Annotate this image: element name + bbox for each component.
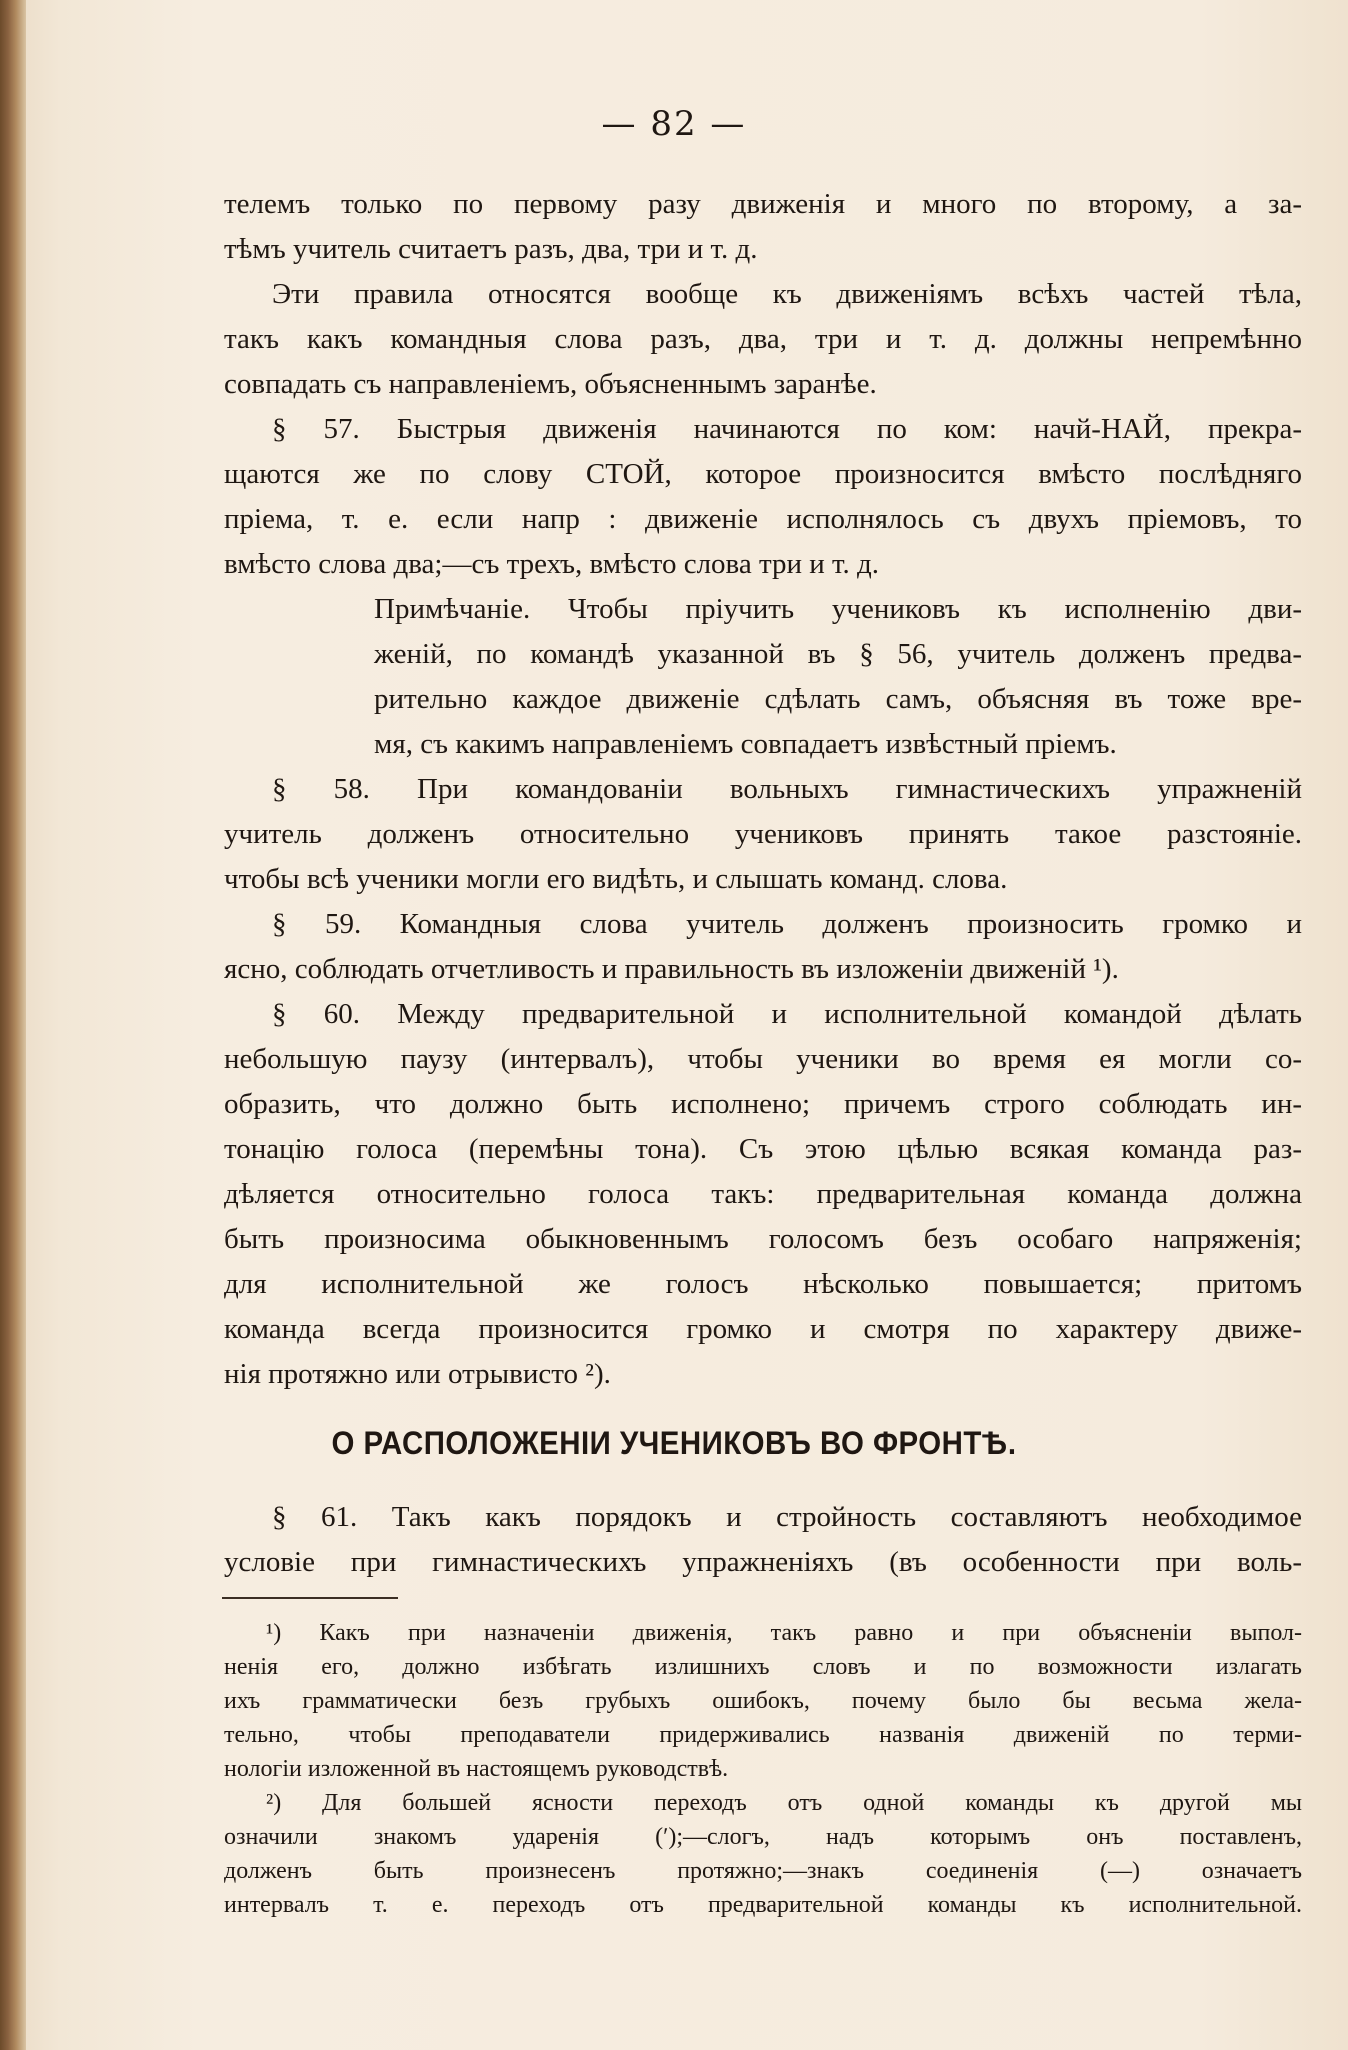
text-line: § 61. Такъ какъ порядокъ и стройность составляютъ необходимое bbox=[272, 1501, 1302, 1533]
text-line: § 58. При командованіи вольныхъ гимнастическихъ упражненій bbox=[272, 773, 1302, 805]
text-line: быть произносима обыкновеннымъ голосомъ безъ особаго напряженія; bbox=[224, 1223, 1302, 1255]
text-line: такъ какъ командныя слова разъ, два, три и т. д. должны непремѣнно bbox=[224, 323, 1302, 355]
text-line: § 59. Командныя слова учитель долженъ произносить громко и bbox=[272, 908, 1302, 940]
book-binding-edge bbox=[0, 0, 26, 2050]
text-line: § 60. Между предварительной и исполнительной командой дѣлать bbox=[272, 998, 1302, 1030]
footnote-line: долженъ быть произнесенъ протяжно;—знакъ соединенія (—) означаетъ bbox=[224, 1858, 1302, 1884]
text-line: вмѣсто слова два;—съ трехъ, вмѣсто слова три и т. д. bbox=[224, 548, 880, 580]
footnote-line: интервалъ т. е. переходъ отъ предварительной команды къ исполнительной. bbox=[224, 1892, 1302, 1918]
text-line: ясно, соблюдать отчетливость и правильность въ изложеніи движеній ¹). bbox=[224, 953, 1119, 985]
text-line: пріема, т. е. если напр : движеніе исполнялось съ двухъ пріемовъ, то bbox=[224, 503, 1302, 535]
text-line: щаются же по слову СТОЙ, которое произносится вмѣсто послѣдняго bbox=[224, 458, 1302, 490]
footnote-separator bbox=[222, 1597, 398, 1599]
page-number: — 82 — bbox=[601, 104, 747, 144]
text-line: учитель долженъ относительно учениковъ принять такое разстояніе. bbox=[224, 818, 1302, 850]
text-line: совпадать съ направленіемъ, объясненнымъ заранѣе. bbox=[224, 368, 877, 400]
footnote-line: ¹) Какъ при назначеніи движенія, такъ равно и при объясненіи выпол- bbox=[266, 1620, 1302, 1646]
text-line: Эти правила относятся вообще къ движеніямъ всѣхъ частей тѣла, bbox=[272, 278, 1302, 310]
note-line: мя, съ какимъ направленіемъ совпадаетъ извѣстный пріемъ. bbox=[374, 728, 1117, 760]
text-line: небольшую паузу (интервалъ), чтобы ученики во время ея могли со- bbox=[224, 1043, 1302, 1075]
text-line: § 57. Быстрыя движенія начинаются по ком: начй-НАЙ, прекра- bbox=[272, 413, 1302, 445]
text-line: дѣляется относительно голоса такъ: предварительная команда должна bbox=[224, 1178, 1302, 1210]
note-line: женій, по командѣ указанной въ § 56, учитель долженъ предва- bbox=[374, 638, 1302, 670]
text-line: тонацію голоса (перемѣны тона). Съ этою цѣлью всякая команда раз- bbox=[224, 1133, 1302, 1165]
footnotes bbox=[224, 1616, 1302, 1922]
section-text bbox=[224, 1495, 1302, 1585]
footnote-line: тельно, чтобы преподаватели придерживались названія движеній по терми- bbox=[224, 1722, 1302, 1748]
text-line: нія протяжно или отрывисто ²). bbox=[224, 1358, 611, 1390]
footnote-line: ненія его, должно избѣгать излишнихъ словъ и по возможности излагать bbox=[224, 1654, 1302, 1680]
footnote-line: ихъ грамматически безъ грубыхъ ошибокъ, почему было бы весьма жела- bbox=[224, 1688, 1302, 1714]
body-text bbox=[224, 182, 1302, 1397]
section-heading: О РАСПОЛОЖЕНІИ УЧЕНИКОВЪ ВО ФРОНТѢ. bbox=[331, 1425, 1017, 1461]
text-line: команда всегда произносится громко и смотря по характеру движе- bbox=[224, 1313, 1302, 1345]
footnote-line: ²) Для большей ясности переходъ отъ одной команды къ другой мы bbox=[266, 1790, 1302, 1816]
footnote-line: нологіи изложенной въ настоящемъ руководствѣ. bbox=[224, 1756, 729, 1782]
text-line: образить, что должно быть исполнено; причемъ строго соблюдать ин- bbox=[224, 1088, 1302, 1120]
footnote-line: означили знакомъ ударенія (ʹ);—слогъ, надъ которымъ онъ поставленъ, bbox=[224, 1824, 1302, 1850]
text-line: телемъ только по первому разу движенія и много по второму, а за- bbox=[224, 188, 1302, 220]
text-line: чтобы всѣ ученики могли его видѣть, и слышать команд. слова. bbox=[224, 863, 1008, 895]
note-line: Примѣчаніе. Чтобы пріучить учениковъ къ исполненію дви- bbox=[374, 593, 1302, 625]
text-line: тѣмъ учитель считаетъ разъ, два, три и т. д. bbox=[224, 233, 758, 265]
note-line: рительно каждое движеніе сдѣлать самъ, объясняя въ тоже вре- bbox=[374, 683, 1302, 715]
text-line: условіе при гимнастическихъ упражненіяхъ (въ особенности при воль- bbox=[224, 1546, 1302, 1578]
text-line: для исполнительной же голосъ нѣсколько повышается; притомъ bbox=[224, 1268, 1302, 1300]
